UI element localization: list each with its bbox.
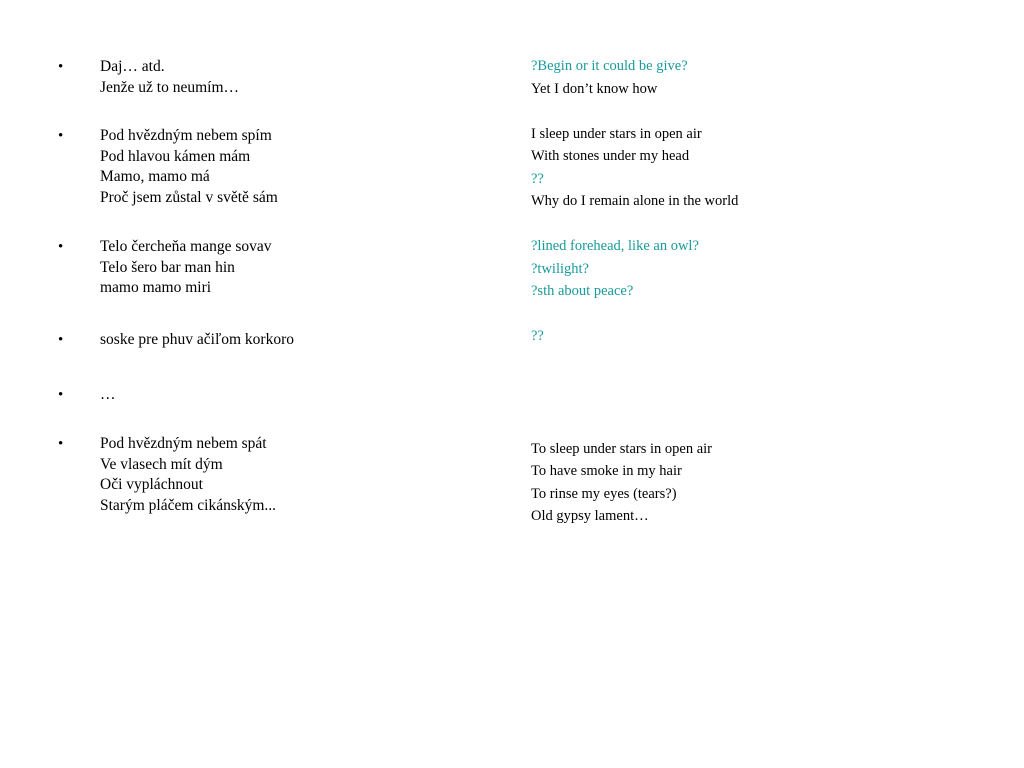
lyrics-line: Jenže už to neumím… (100, 78, 240, 96)
translation-line: ?sth about peace? (531, 283, 634, 299)
translation-line: ?? (531, 328, 544, 344)
lyrics-line: Telo čercheňa mange sovav (100, 238, 272, 255)
translation-line: ?lined forehead, like an owl? (531, 238, 699, 254)
lyrics-line: Starým pláčem cikánským... (100, 496, 277, 514)
bullet-marker: • (58, 59, 64, 75)
translation-line: To rinse my eyes (tears?) (531, 485, 677, 502)
translation-line: Old gypsy lament… (531, 508, 649, 524)
translation-line: To sleep under stars in open air (531, 440, 712, 457)
lyrics-line: Ve vlasech mít dým (100, 455, 223, 473)
bullet-marker: • (58, 332, 64, 348)
bullet-marker: • (58, 387, 64, 403)
lyrics-line: Proč jsem zůstal v světě sám (100, 188, 278, 206)
lyrics-line: Oči vypláchnout (100, 476, 203, 493)
bullet-marker: • (58, 128, 64, 144)
translation-line: Yet I don’t know how (531, 80, 658, 97)
lyrics-line: Pod hvězdným nebem spím (100, 127, 272, 144)
lyrics-line: Mamo, mamo má (100, 168, 210, 185)
lyrics-line: Telo šero bar man hin (100, 258, 235, 276)
translation-line: ?? (531, 170, 544, 187)
translation-line: To have smoke in my hair (531, 463, 682, 479)
translation-line: With stones under my head (531, 148, 690, 164)
translation-line: Why do I remain alone in the world (531, 193, 739, 209)
lyrics-line: Pod hlavou kámen mám (100, 147, 251, 165)
lyrics-line: Daj… atd. (100, 58, 165, 75)
lyrics-line: Pod hvězdným nebem spát (100, 435, 267, 452)
translation-line: I sleep under stars in open air (531, 125, 702, 142)
lyrics-line: … (100, 386, 116, 403)
translation-line: ?twilight? (531, 260, 589, 277)
bullet-marker: • (58, 436, 64, 452)
lyrics-line: mamo mamo miri (100, 279, 212, 296)
lyrics-line: soske pre phuv ačiľom korkoro (100, 331, 294, 348)
bullet-marker: • (58, 239, 64, 255)
translation-line: ?Begin or it could be give? (531, 58, 688, 74)
